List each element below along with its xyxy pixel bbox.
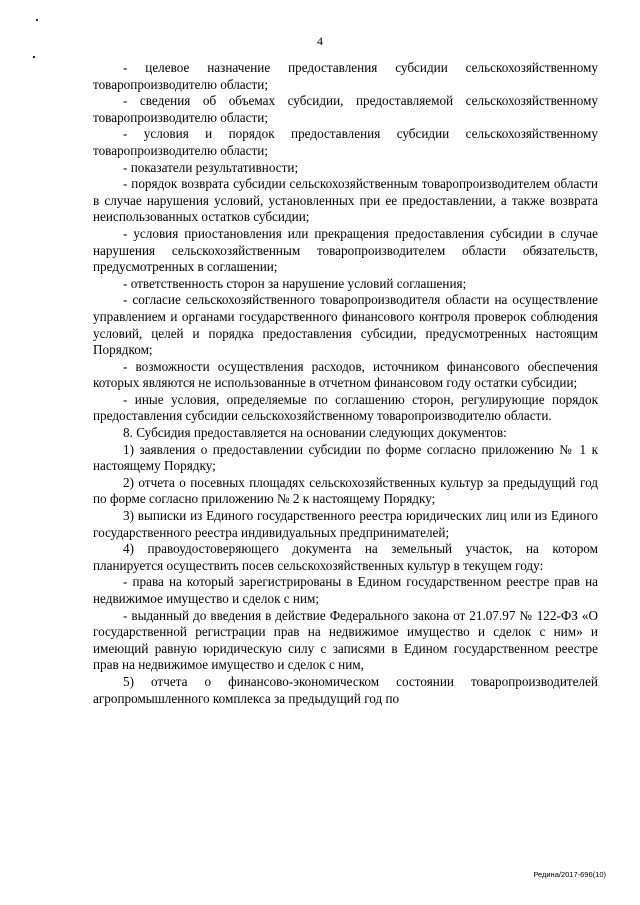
paragraph: 5) отчета о финансово-экономическом состоянии товаропроизводителей агропромышленного комплекса за предыдущий год по bbox=[93, 673, 598, 706]
paragraph: 1) заявления о предоставлении субсидии по форме согласно приложению № 1 к настоящему Порядку; bbox=[93, 441, 598, 474]
paragraph: - выданный до введения в действие Федерального закона от 21.07.97 № 122-ФЗ «О государственной регистрации прав на недвижимое имущество и сделок с ним» и имеющий равную юридическую силу с записями в Едином государственном реестре прав на недвижимое имущество и сделок с ним, bbox=[93, 607, 598, 673]
paragraph: 2) отчета о посевных площадях сельскохозяйственных культур за предыдущий год по форме согласно приложению № 2 к настоящему Порядку; bbox=[93, 474, 598, 507]
scan-mark bbox=[33, 56, 35, 58]
paragraph: - права на который зарегистрированы в Едином государственном реестре прав на недвижимое имущество и сделок с ним; bbox=[93, 574, 598, 606]
document-body bbox=[93, 60, 598, 707]
footer-code: Редина/2017-696(10) bbox=[533, 870, 606, 879]
paragraph: - возможности осуществления расходов, источником финансового обеспечения которых являются не использованные в отчетном финансовом году остатки субсидии; bbox=[93, 358, 598, 391]
paragraph: 8. Субсидия предоставляется на основании следующих документов: bbox=[123, 425, 507, 441]
paragraph: - согласие сельскохозяйственного товаропроизводителя области на осуществление управлением и органами государственного финансового контроля проверок соблюдения условий, целей и порядка предоставления субсидии, предусмотренных настоящим Порядком; bbox=[93, 292, 598, 358]
paragraph: - иные условия, определяемые по соглашению сторон, регулирующие порядок предоставления субсидии сельскохозяйственному товаропроизводителю области. bbox=[93, 391, 598, 424]
paragraph: - порядок возврата субсидии сельскохозяйственным товаропроизводителем области в случае нарушения условий, установленных при ее предоставлении, а также возврата неиспользованных остатков субсидии; bbox=[93, 176, 598, 225]
paragraph: - сведения об объемах субсидии, предоставляемой сельскохозяйственному товаропроизводителю области; bbox=[93, 93, 598, 125]
page-number: 4 bbox=[317, 34, 323, 48]
paragraph: - ответственность сторон за нарушение условий соглашения; bbox=[123, 275, 467, 291]
paragraph: 3) выписки из Единого государственного реестра юридических лиц или из Единого государственного реестра индивидуальных предпринимателей; bbox=[93, 508, 598, 540]
paragraph: 4) правоудостоверяющего документа на земельный участок, на котором планируется осуществить посев сельскохозяйственных культур в текущем году: bbox=[93, 541, 598, 573]
scan-mark bbox=[36, 19, 38, 21]
paragraph: - условия и порядок предоставления субсидии сельскохозяйственному товаропроизводителю области; bbox=[93, 126, 598, 158]
paragraph: - показатели результативности; bbox=[123, 159, 299, 175]
paragraph: - условия приостановления или прекращения предоставления субсидии в случае нарушения сельскохозяйственным товаропроизводителем области обязательств, предусмотренных в соглашении; bbox=[93, 225, 598, 275]
paragraph: - целевое назначение предоставления субсидии сельскохозяйственному товаропроизводителю области; bbox=[93, 60, 598, 92]
